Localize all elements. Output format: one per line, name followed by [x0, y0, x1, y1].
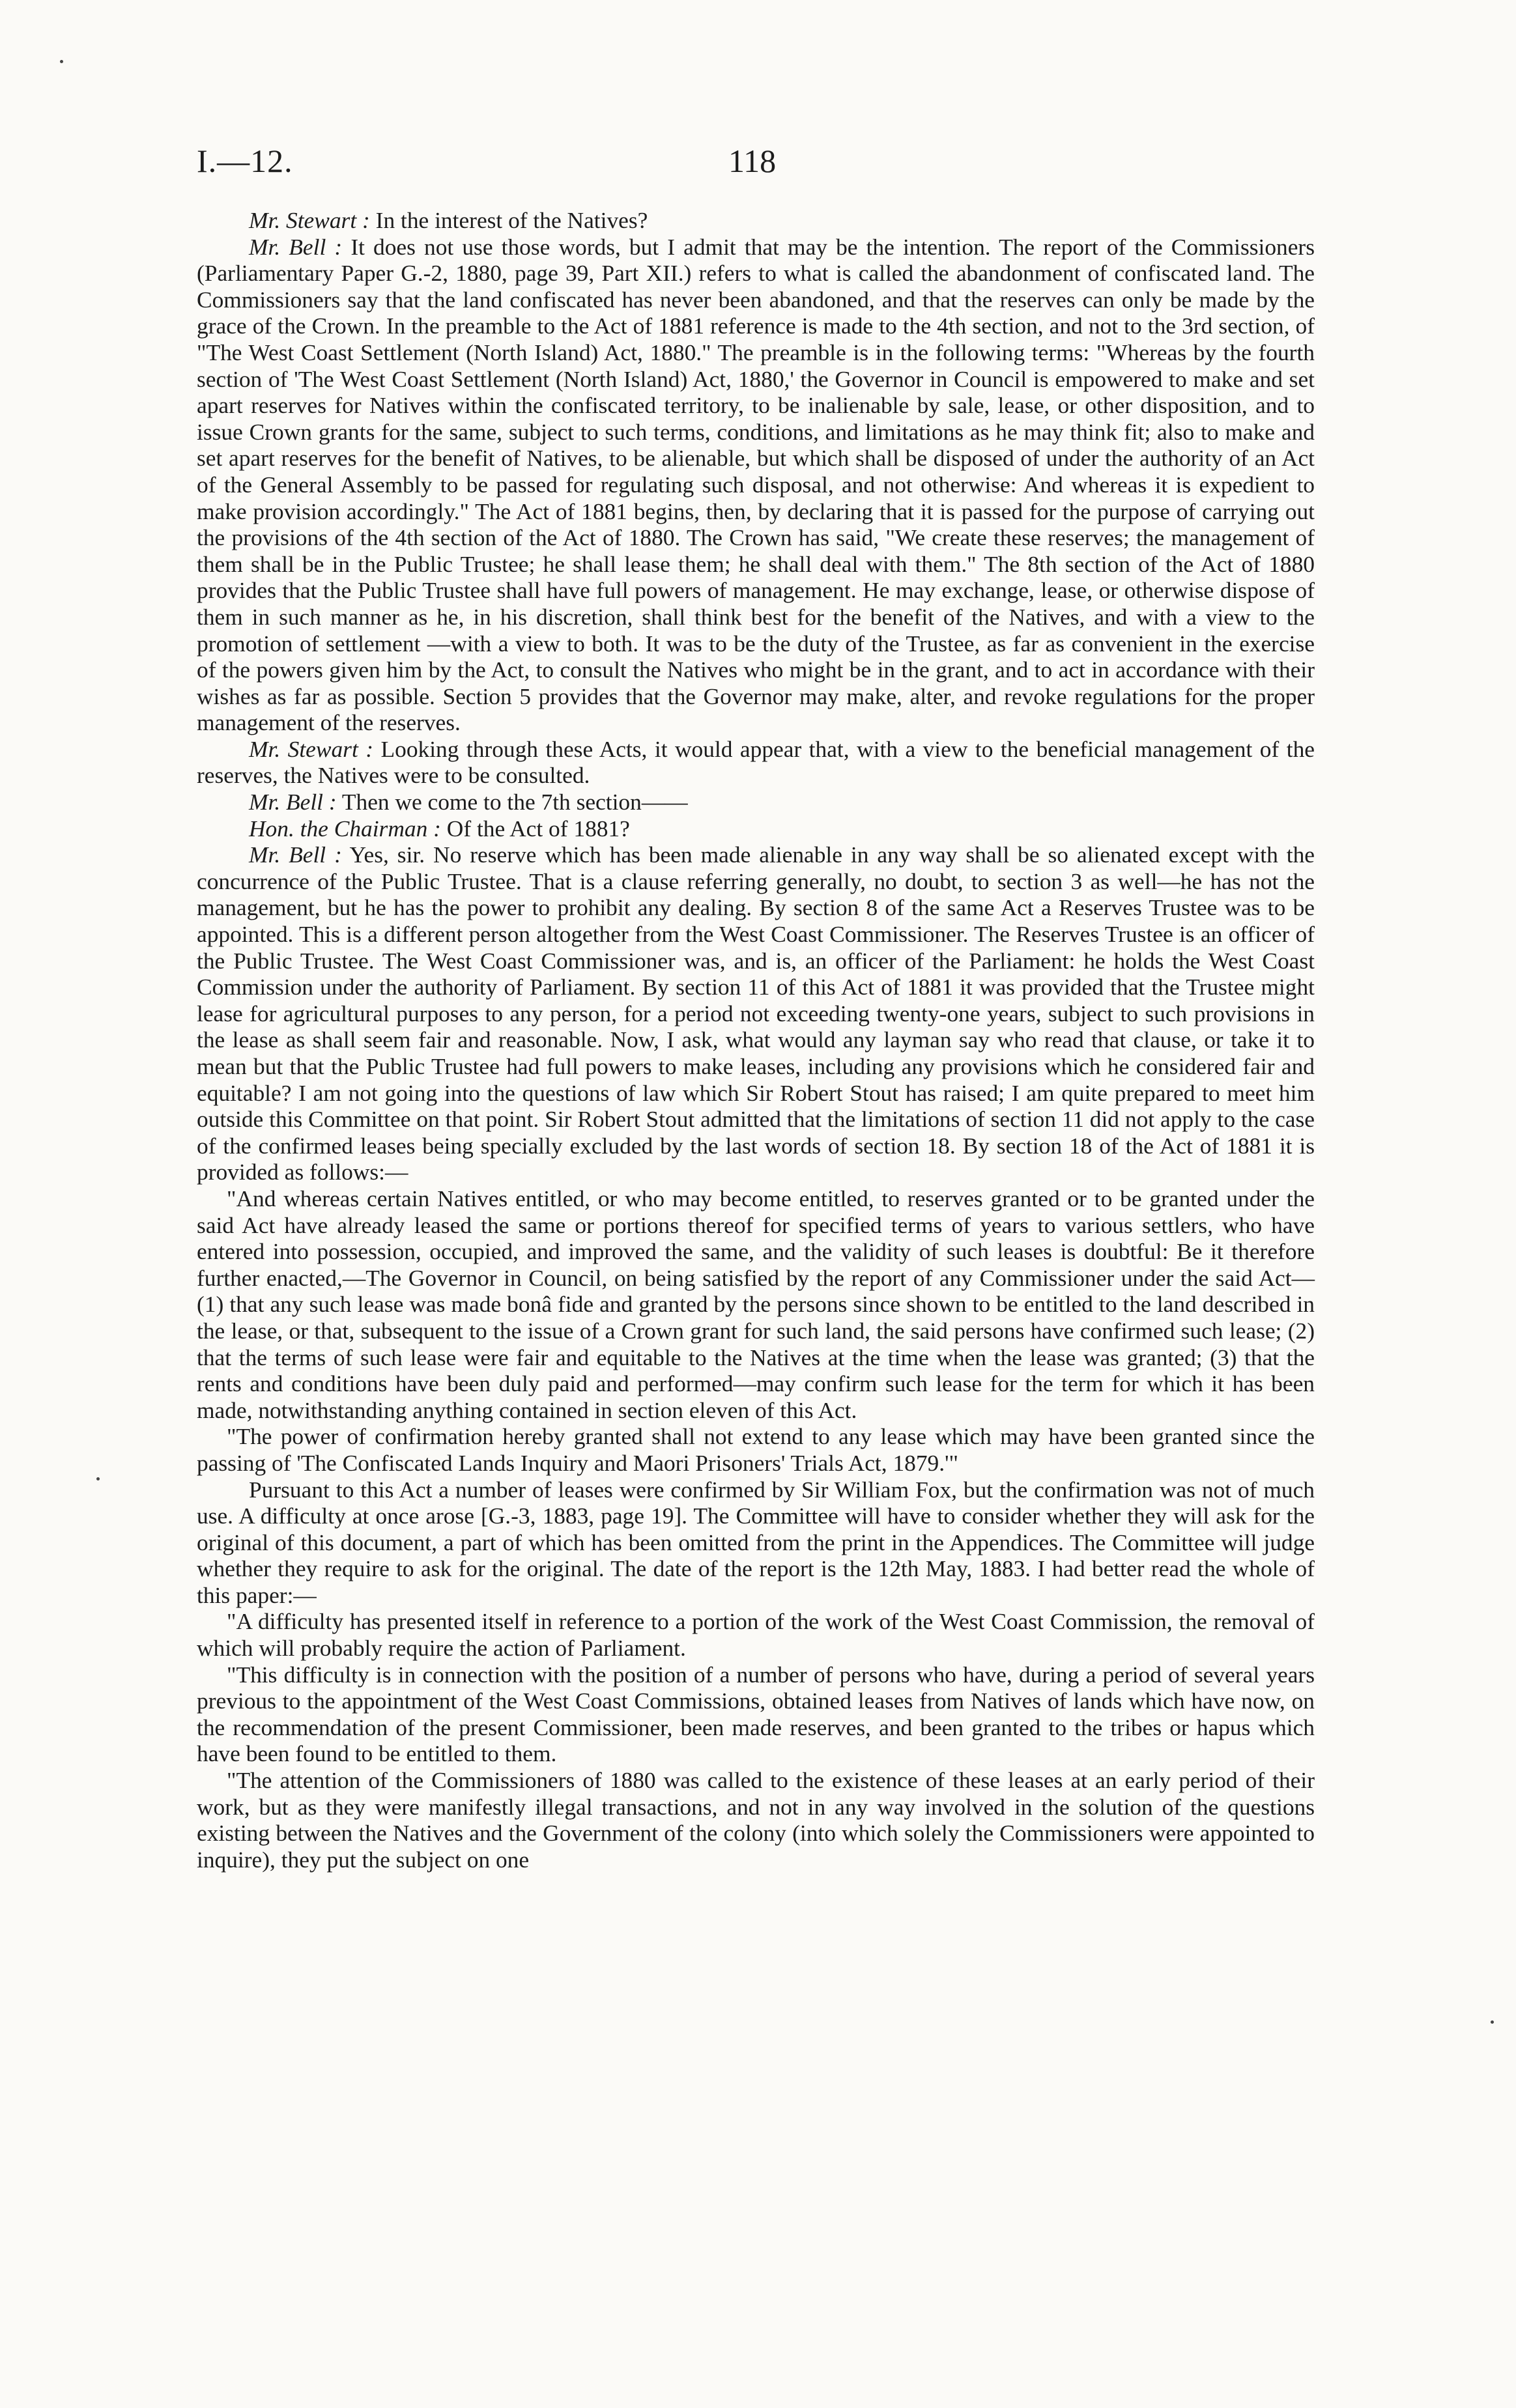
page-number: 118: [728, 143, 777, 179]
paragraph-text: It does not use those words, but I admit that may be the intention. The report of the Commissioners (Parliamentary Paper G.-2, 1880, page 39, Part XII.) refers to what is called the abandonment of confiscated land. The Commissioners say that the land confiscated has never been abandoned, and that the reserves can only be made by the grace of the Crown. In the preamble to the Act of 1881 reference is made to the 4th section, and not to the 3rd section, of "The West Coast Settlement (North Island) Act, 1880." The preamble is in the following terms: "Whereas by the fourth section of 'The West Coast Settlement (North Island) Act, 1880,' the Governor in Council is empowered to make and set apart reserves for Natives within the confiscated territory, to be inalienable by sale, lease, or other disposition, and to issue Crown grants for the same, subject to such terms, conditions, and limitations as he may think fit; also to make and set apart reserves for the benefit of Natives, to be alienable, but which shall be disposed of under the authority of an Act of the General Assembly to be passed for regulating such disposal, and not otherwise: And whereas it is expedient to make provision accordingly." The Act of 1881 begins, then, by declaring that it is passed for the purpose of carrying out the provisions of the 4th section of the Act of 1880. The Crown has said, "We create these reserves; the management of them shall be in the Public Trustee; he shall lease them; he shall deal with them." The 8th section of the Act of 1880 provides that the Public Trustee shall have full powers of management. He may exchange, lease, or otherwise dispose of them in such manner as he, in his discretion, shall think best for the benefit of the Natives, and with a view to the promotion of settlement —with a view to both. It was to be the duty of the Trustee, as far as convenient in the exercise of the powers given him by the Act, to consult the Natives who might be in the grant, and to act in accordance with their wishes as far as possible. Section 5 provides that the Governor may make, alter, and revoke regulations for the proper management of the reserves.: [197, 233, 1315, 736]
paragraph: [197, 1477, 1315, 1609]
paragraph: [197, 207, 1315, 234]
quoted-paragraph: [197, 1423, 1315, 1476]
paragraph: [197, 736, 1315, 789]
paper-speck: [96, 1477, 100, 1480]
paragraph-text: Yes, sir. No reserve which has been made alienable in any way shall be so alienated except with the concurrence of the Public Trustee. That is a clause referring generally, no doubt, to section 3 as well—he has not the management, but he has the power to prohibit any dealing. By section 8 of the same Act a Reserves Trustee was to be appointed. This is a different person altogether from the West Coast Commissioner. The Reserves Trustee is an officer of the Public Trustee. The West Coast Commissioner was, and is, an officer of the Parliament: he holds the West Coast Commission under the authority of Parliament. By section 11 of this Act of 1881 it was provided that the Trustee might lease for agricultural purposes to any person, for a period not exceeding twenty-one years, subject to such provisions in the lease as shall seem fair and reasonable. Now, I ask, what would any layman say who read that clause, or take it to mean but that the Public Trustee had full powers to make leases, including any provisions which he considered fair and equitable? I am not going into the questions of law which Sir Robert Stout has raised; I am quite prepared to meet him outside this Committee on that point. Sir Robert Stout admitted that the limitations of section 11 did not apply to the case of the confirmed leases being specially excluded by the last words of section 18. By section 18 of the Act of 1881 it is provided as follows:—: [197, 842, 1315, 1185]
speaker-name: Mr. Bell :: [249, 789, 337, 815]
speaker-name: Hon. the Chairman :: [249, 815, 441, 842]
paragraph-text: "The power of confirmation hereby granted shall not extend to any lease which may have been granted since the passing of 'The Confiscated Lands Inquiry and Maori Prisoners' Trials Act, 1879.'": [197, 1423, 1315, 1476]
paragraph: [197, 815, 1315, 842]
paragraph-text: In the interest of the Natives?: [375, 207, 648, 233]
paragraph-text: "The attention of the Commissioners of 1880 was called to the existence of these leases at an early period of their work, but as they were manifestly illegal transactions, and not in any way involved in the solution of the questions existing between the Natives and the Government of the colony (into which solely the Commissioners were appointed to inquire), they put the subject on one: [197, 1767, 1315, 1873]
paragraph-text: "A difficulty has presented itself in reference to a portion of the work of the West Coast Commission, the removal of which will probably require the action of Parliament.: [197, 1608, 1315, 1662]
document-body: [197, 207, 1315, 1873]
speaker-name: Mr. Bell :: [249, 233, 343, 260]
paragraph: [197, 842, 1315, 1185]
speaker-name: Mr. Stewart :: [249, 207, 370, 233]
speaker-name: Mr. Bell :: [249, 842, 342, 868]
paragraph-text: Pursuant to this Act a number of leases were confirmed by Sir William Fox, but the confirmation was not of much use. A difficulty at once arose [G.-3, 1883, page 19]. The Committee will have to consider whether they will ask for the original of this document, a part of which has been omitted from the print in the Appendices. The Committee will judge whether they require to ask for the original. The date of the report is the 12th May, 1883. I had better read the whole of this paper:—: [197, 1476, 1315, 1608]
paragraph-text: "And whereas certain Natives entitled, or who may become entitled, to reserves granted or to be granted under the said Act have already leased the same or portions thereof for specified terms of years to various settlers, who have entered into possession, occupied, and improved the same, and the validity of such leases is doubtful: Be it therefore further enacted,—The Governor in Council, on being satisfied by the report of any Commissioner under the said Act—(1) that any such lease was made bonâ fide and granted by the persons since shown to be entitled to the land described in the lease, or that, subsequent to the issue of a Crown grant for such land, the said persons have confirmed such lease; (2) that the terms of such lease were fair and equitable to the Natives at the time when the lease was granted; (3) that the rents and conditions have been duly paid and performed—may confirm such lease for the term for which it has been made, notwithstanding anything contained in section eleven of this Act.: [197, 1185, 1315, 1423]
quoted-paragraph: [197, 1185, 1315, 1423]
document-reference: I.—12.: [197, 143, 293, 179]
paragraph-text: Then we come to the 7th section——: [341, 789, 688, 815]
paragraph: [197, 234, 1315, 736]
quoted-paragraph: [197, 1608, 1315, 1661]
paragraph-text: Of the Act of 1881?: [446, 815, 630, 842]
quoted-paragraph: [197, 1767, 1315, 1873]
quoted-paragraph: [197, 1662, 1315, 1767]
paragraph-text: Looking through these Acts, it would appear that, with a view to the beneficial management of the reserves, the Natives were to be consulted.: [197, 735, 1315, 789]
paper-speck: [1491, 2020, 1494, 2024]
paragraph-text: "This difficulty is in connection with the position of a number of persons who have, during a period of several years previous to the appointment of the West Coast Commissions, obtained leases from Natives of lands which have now, on the recommendation of the present Commissioner, been made reserves, and been granted to the tribes or hapus which have been found to be entitled to them.: [197, 1661, 1315, 1767]
paper-speck: [60, 60, 63, 63]
paragraph: [197, 789, 1315, 815]
speaker-name: Mr. Stewart :: [249, 735, 374, 762]
